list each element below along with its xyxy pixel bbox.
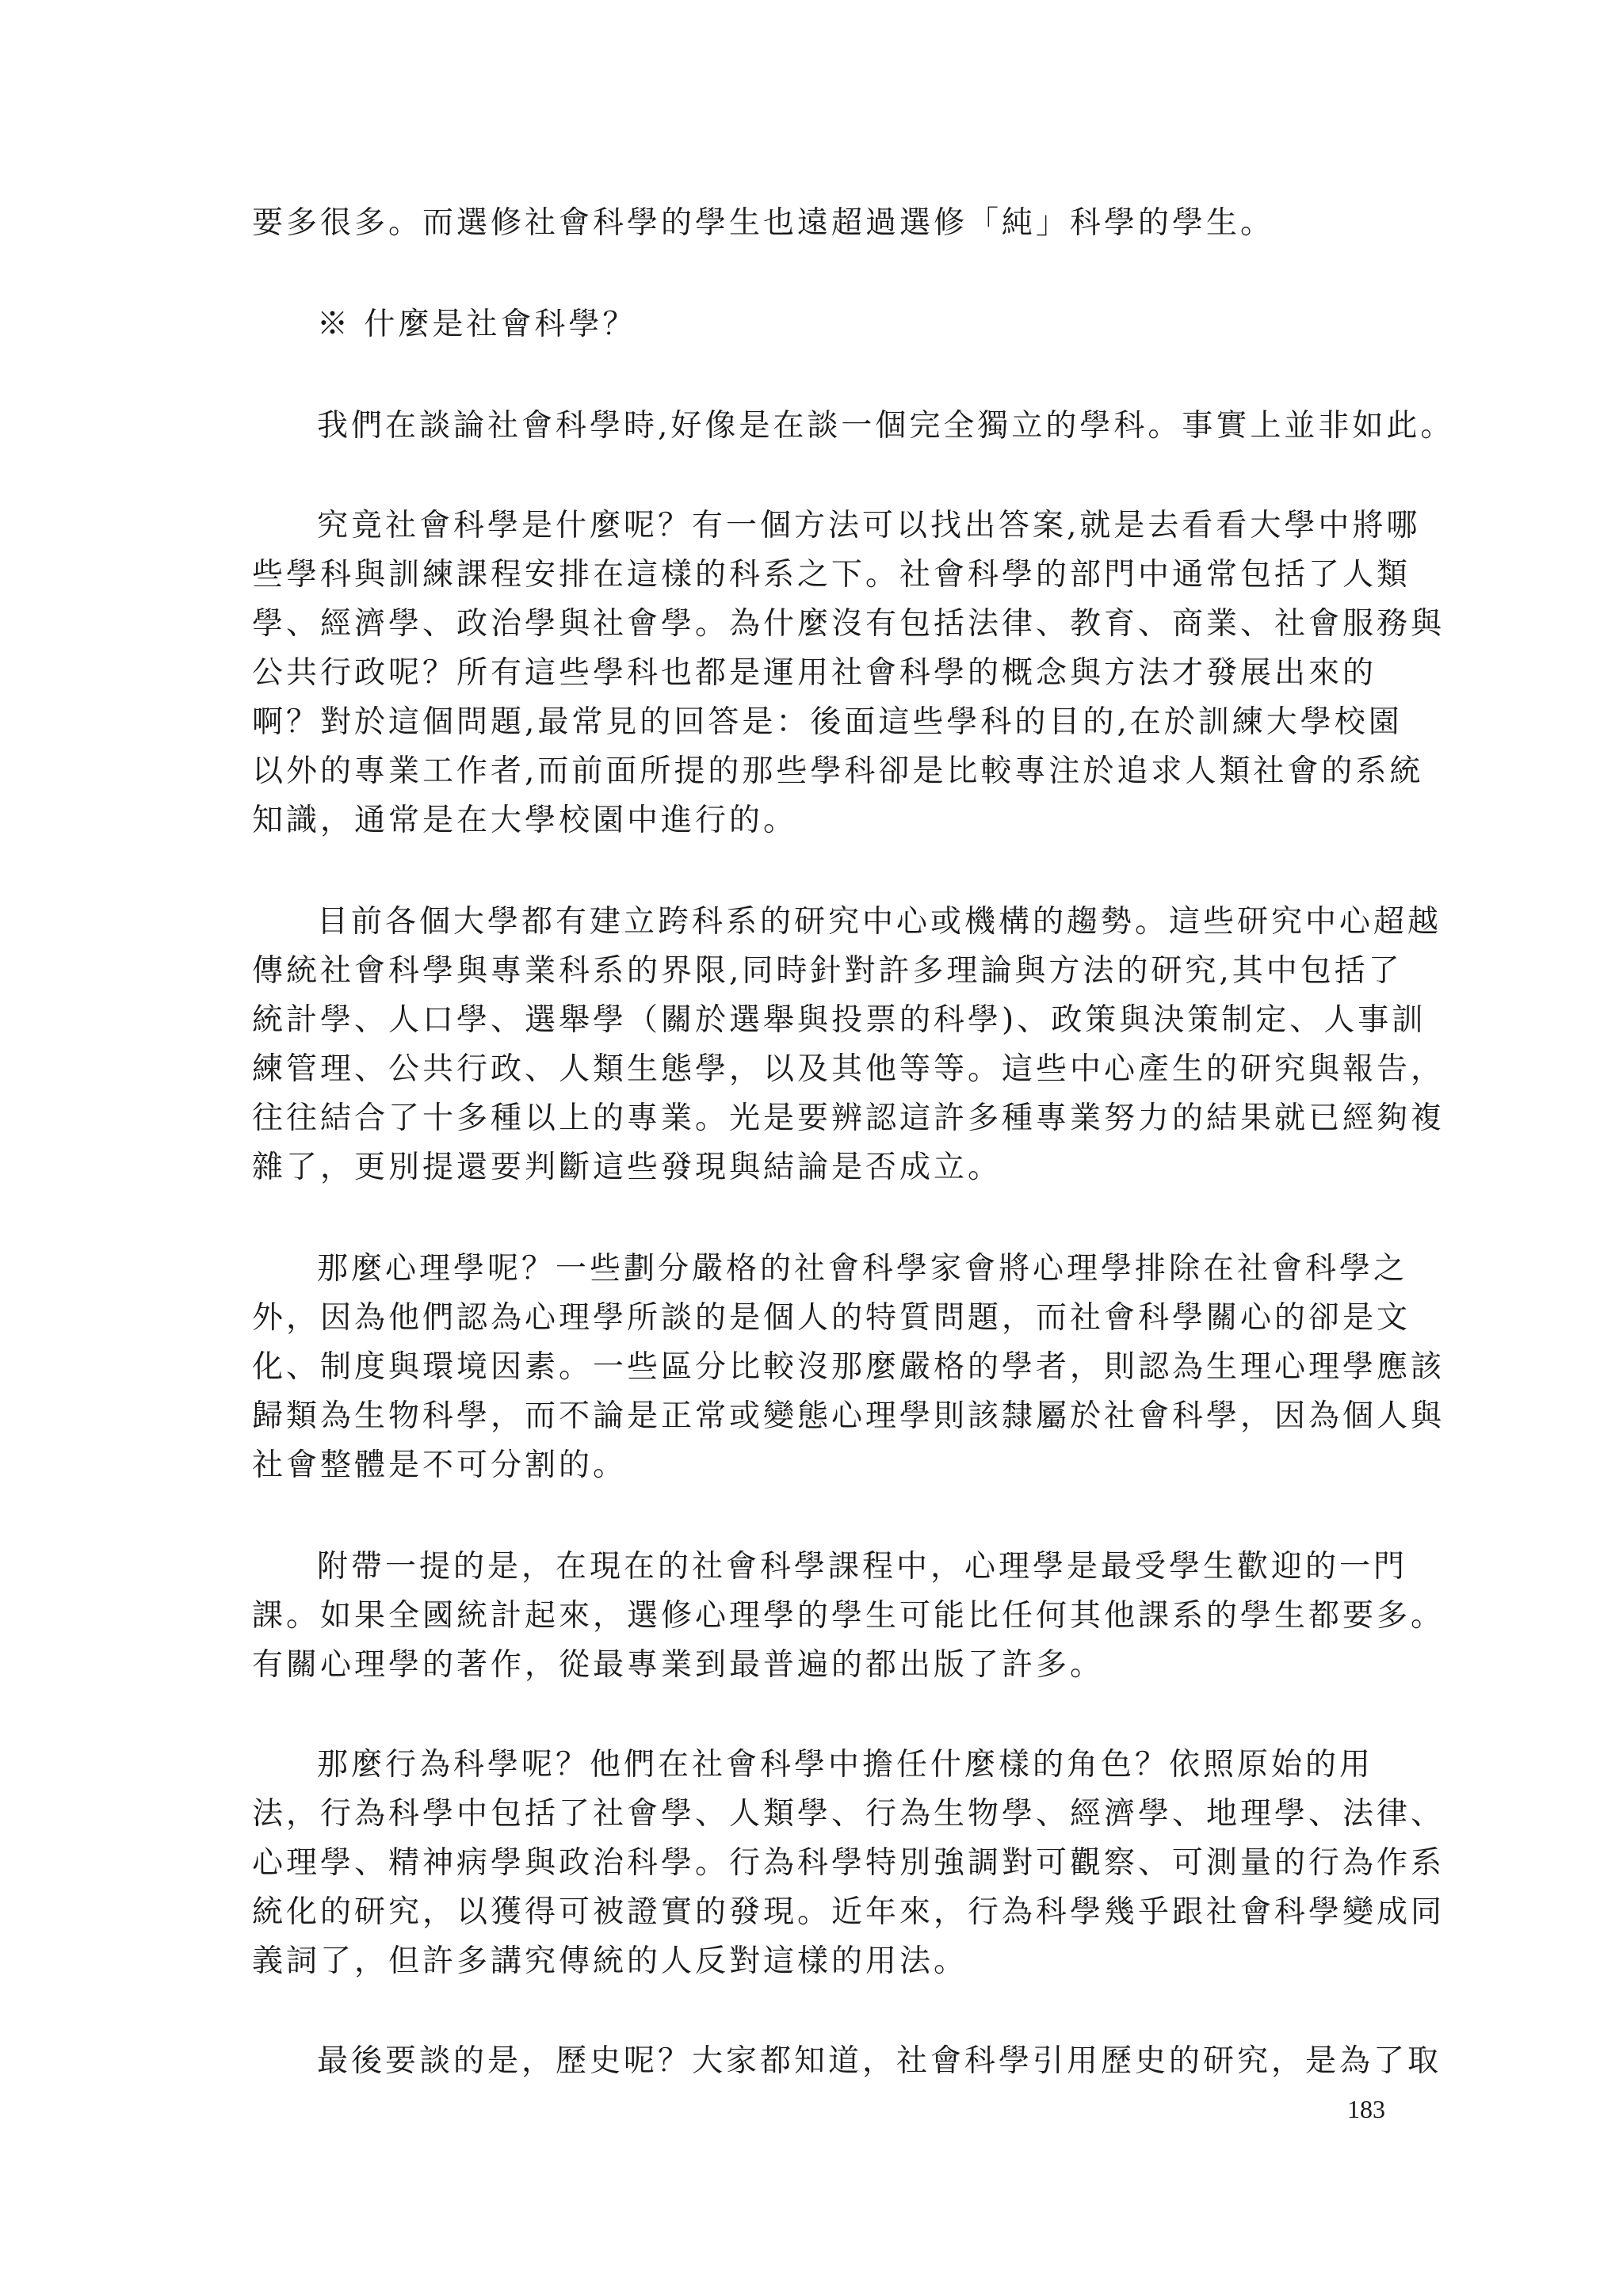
text-line: 練管理、公共行政、人類生態學，以及其他等等。這些中心產生的研究與報告， (252, 1051, 1445, 1087)
text-line: 知識，通常是在大學校園中進行的。 (252, 803, 798, 838)
text-line: 目前各個大學都有建立跨科系的研究中心或機構的趨勢。這些研究中心超越 (317, 904, 1442, 940)
text-line: 傳統社會科學與專業科系的界限,同時針對許多理論與方法的研究,其中包括了 (252, 953, 1403, 989)
section-heading: ※ 什麼是社會科學？ (317, 307, 637, 342)
text-line: 學、經濟學、政治學與社會學。為什麼沒有包括法律、教育、商業、社會服務與 (252, 606, 1445, 642)
text-line: 我們在談論社會科學時,好像是在談一個完全獨立的學科。事實上並非如此。 (317, 408, 1455, 444)
text-line: 附帶一提的是，在現在的社會科學課程中，心理學是最受學生歡迎的一門 (317, 1549, 1408, 1585)
text-line: 法，行為科學中包括了社會學、人類學、行為生物學、經濟學、地理學、法律、 (252, 1796, 1445, 1832)
text-line: 最後要談的是，歷史呢？大家都知道，社會科學引用歷史的研究，是為了取 (317, 2043, 1442, 2079)
text-line: 以外的專業工作者,而前面所提的那些學科卻是比較專注於追求人類社會的系統 (252, 753, 1424, 789)
text-line: 統計學、人口學、選舉學（關於選舉與投票的科學)、政策與決策制定、人事訓 (252, 1002, 1426, 1038)
text-line: 往往結合了十多種以上的專業。光是要辨認這許多種專業努力的結果就已經夠複 (252, 1100, 1445, 1136)
text-line: 究竟社會科學是什麼呢？有一個方法可以找出答案,就是去看看大學中將哪 (317, 508, 1421, 543)
text-line: 有關心理學的著作，從最專業到最普遍的都出版了許多。 (252, 1647, 1105, 1683)
page-number: 183 (1347, 2095, 1385, 2123)
text-line: 啊？對於這個問題,最常見的回答是：後面這些學科的目的,在於訓練大學校園 (252, 704, 1403, 740)
text-line: 那麼心理學呢？一些劃分嚴格的社會科學家會將心理學排除在社會科學之 (317, 1251, 1408, 1287)
text-line: 義詞了，但許多講究傳統的人反對這樣的用法。 (252, 1943, 968, 1979)
text-line: 雜了，更別提還要判斷這些發現與結論是否成立。 (252, 1150, 1002, 1185)
text-line: 歸類為生物科學，而不論是正常或變態心理學則該隸屬於社會科學，因為個人與 (252, 1398, 1445, 1434)
text-line: 外，因為他們認為心理學所談的是個人的特質問題，而社會科學關心的卻是文 (252, 1300, 1411, 1336)
text-line: 統化的研究，以獲得可被證實的發現。近年來，行為科學幾乎跟社會科學變成同 (252, 1894, 1445, 1930)
text-line: 公共行政呢？所有這些學科也都是運用社會科學的概念與方法才發展出來的 (252, 655, 1377, 691)
text-line: 社會整體是不可分割的。 (252, 1447, 628, 1483)
text-line: 心理學、精神病學與政治科學。行為科學特別強調對可觀察、可測量的行為作系 (252, 1845, 1445, 1881)
text-line: 那麼行為科學呢？他們在社會科學中擔任什麼樣的角色？依照原始的用 (317, 1747, 1374, 1783)
text-line: 化、制度與環境因素。一些區分比較沒那麼嚴格的學者，則認為生理心理學應該 (252, 1349, 1445, 1385)
text-line: 要多很多。而選修社會科學的學生也遠超過選修「純」科學的學生。 (252, 205, 1275, 241)
text-line: 課。如果全國統計起來，選修心理學的學生可能比任何其他課系的學生都要多。 (252, 1598, 1445, 1634)
text-line: 些學科與訓練課程安排在這樣的科系之下。社會科學的部門中通常包括了人類 (252, 557, 1411, 593)
